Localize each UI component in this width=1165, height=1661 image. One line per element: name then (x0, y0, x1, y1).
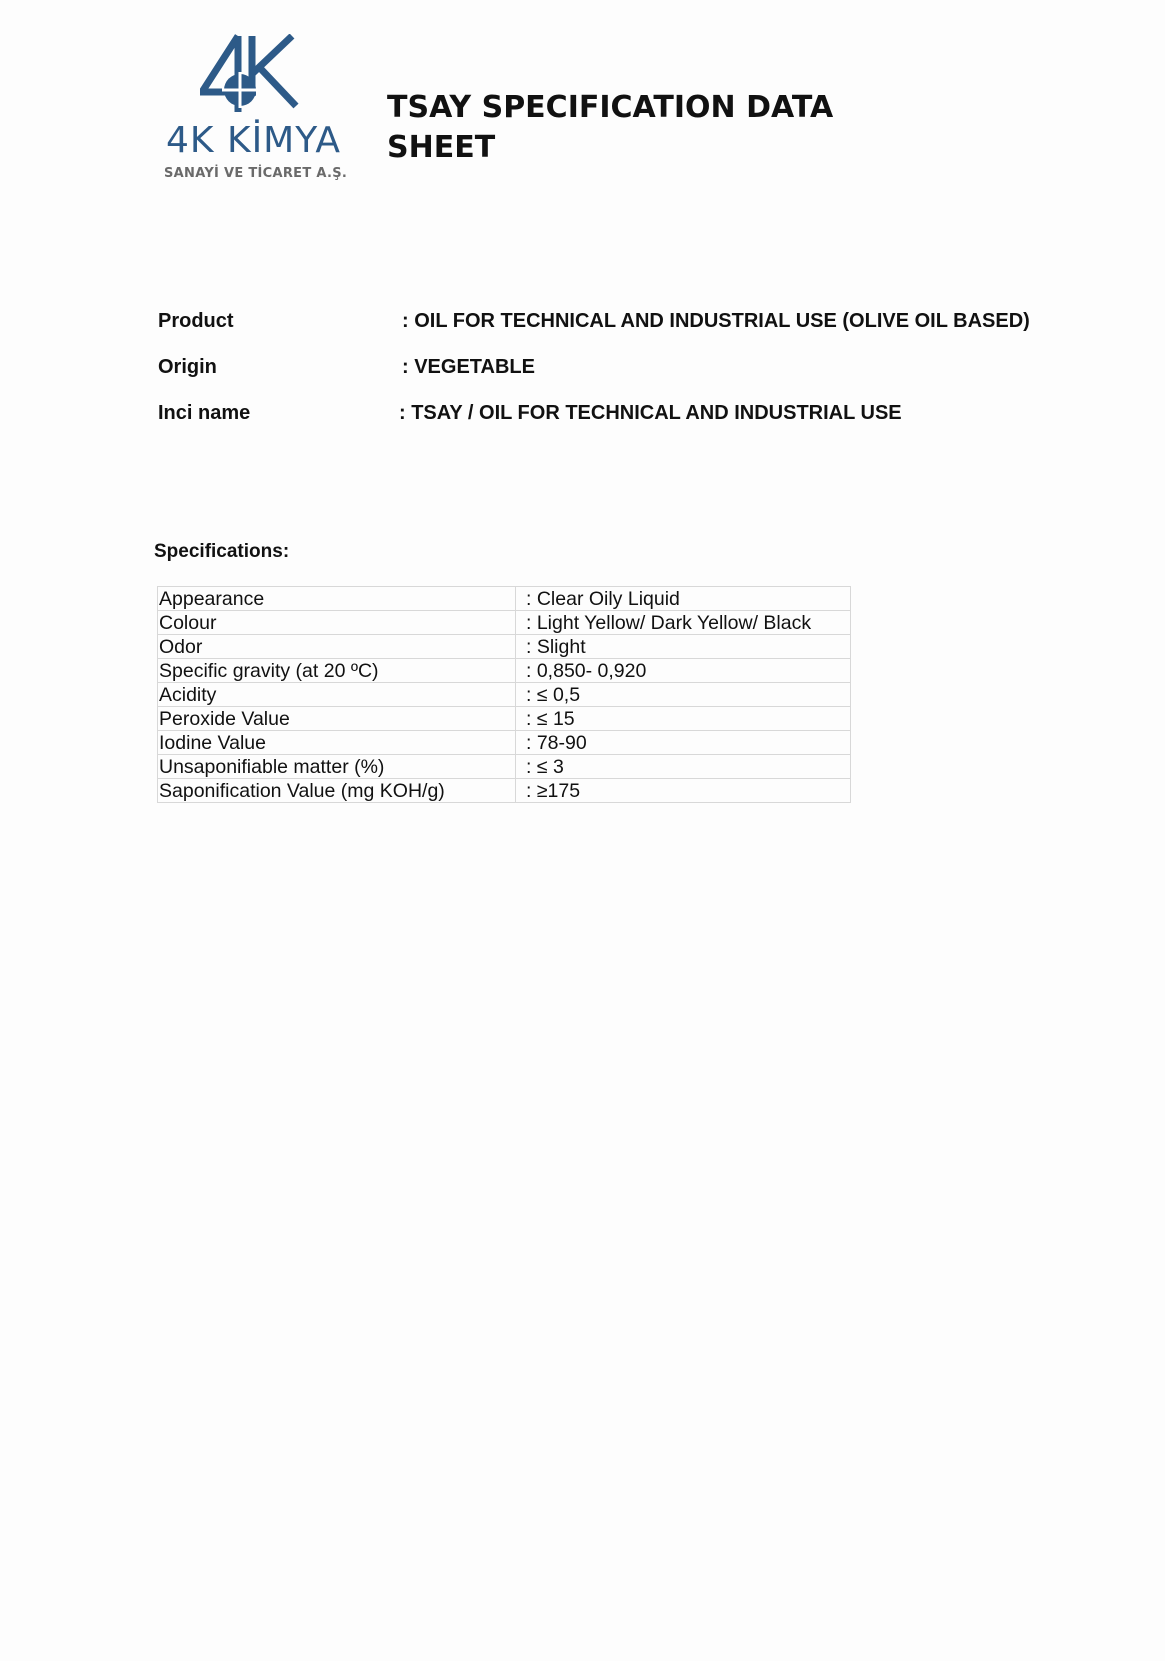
table-row (158, 611, 851, 635)
specifications-table (157, 586, 851, 803)
spec-property: Colour (158, 611, 516, 635)
logo-mark-icon (200, 34, 310, 114)
info-label: Product (158, 310, 234, 332)
logo-subtitle: SANAYİ VE TİCARET A.Ş. (164, 166, 348, 181)
table-row (158, 731, 851, 755)
spec-value: : ≤ 15 (516, 707, 851, 731)
spec-value: : Slight (516, 635, 851, 659)
table-row (158, 755, 851, 779)
table-row (158, 683, 851, 707)
spec-value: : Light Yellow/ Dark Yellow/ Black (516, 611, 851, 635)
logo-brand-text: 4K KİMYA (166, 120, 342, 161)
spec-value: : 78-90 (516, 731, 851, 755)
table-row (158, 659, 851, 683)
spec-property: Acidity (158, 683, 516, 707)
spec-property: Unsaponifiable matter (%) (158, 755, 516, 779)
spec-property: Odor (158, 635, 516, 659)
spec-value: : ≤ 0,5 (516, 683, 851, 707)
spec-value: : Clear Oily Liquid (516, 587, 851, 611)
table-row (158, 707, 851, 731)
table-row (158, 587, 851, 611)
info-value: : VEGETABLE (402, 356, 535, 378)
specifications-heading: Specifications: (154, 541, 290, 562)
spec-value: : ≤ 3 (516, 755, 851, 779)
info-value: : TSAY / OIL FOR TECHNICAL AND INDUSTRIAL USE (399, 402, 902, 424)
document-title: TSAY SPECIFICATION DATA SHEET (387, 90, 834, 165)
table-row (158, 635, 851, 659)
info-label: Inci name (158, 402, 251, 424)
spec-property: Iodine Value (158, 731, 516, 755)
table-row (158, 779, 851, 803)
info-value: : OIL FOR TECHNICAL AND INDUSTRIAL USE (OLIVE OIL BASED) (402, 310, 1030, 332)
spec-value: : 0,850- 0,920 (516, 659, 851, 683)
spec-value: : ≥175 (516, 779, 851, 803)
company-logo (160, 34, 348, 184)
spec-property: Appearance (158, 587, 516, 611)
spec-property: Specific gravity (at 20 ºC) (158, 659, 516, 683)
spec-property: Saponification Value (mg KOH/g) (158, 779, 516, 803)
spec-property: Peroxide Value (158, 707, 516, 731)
info-label: Origin (158, 356, 217, 378)
